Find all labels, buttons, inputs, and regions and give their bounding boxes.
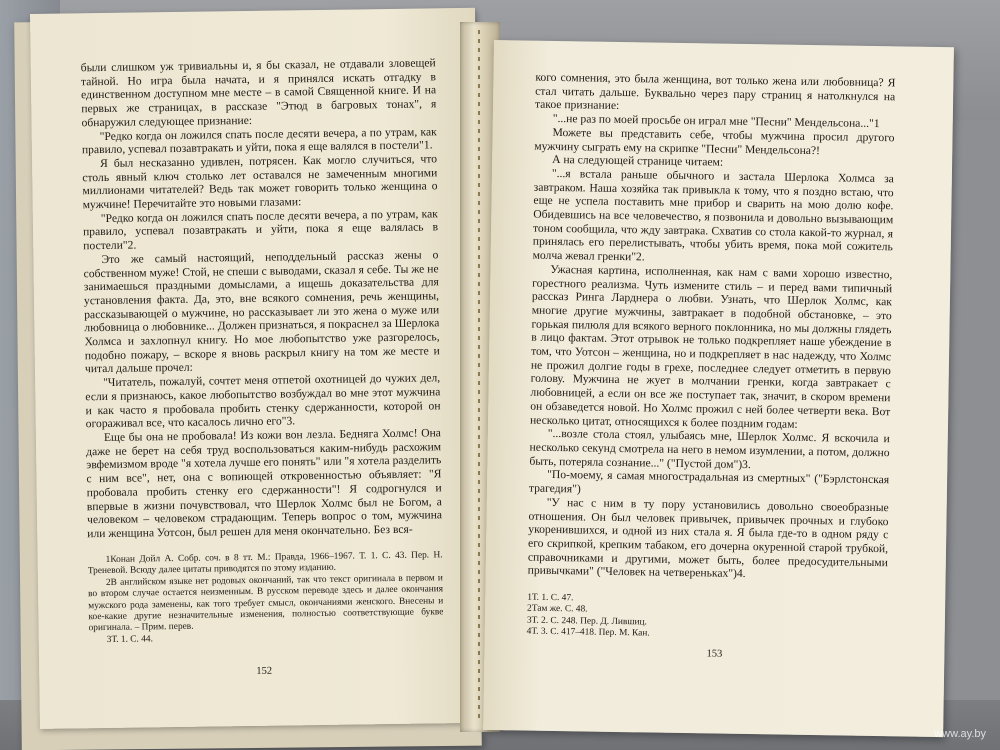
left-page [30,8,485,729]
footnote: 2Там же. С. 48. [526,603,588,615]
page-number-left: 152 [256,665,273,677]
paragraph: Ужасная картина, исполненная, как нам с вами хорошо известно, горестного реализма. Чуть измените стиль – и перед вами типичный рассказ Ринга Ларднера о любви. Узнать, что Шерлок Холмс, как многие другие мужчины, завтракает в подобной обстановке, – это горькая пилюля для всякого верного поклонника, но мы должны глядеть в лицо фактам. Этот отрывок не только подкрепляет наше убеждение в том, что Уотсон – женщина, но и подкрепляет в нас надежду, что Холмс не прожил долгие годы в грехе, последнее следует отметить в первую голову. Мужчина не жует в молчании гренки, когда завтракает с любовницей, а если он все же поступает так, значит, в скором времени он обзаведется новой. Но Холмс прожил с ней более четверти века. Вот несколько цитат, относящихся к более поздним годам: [529,262,893,431]
footnote: 1Т. 1. С. 47. [527,592,574,604]
quote-paragraph: "По-моему, я самая многострадальная из смертных" ("Бэрлстонская трагедия") [528,468,890,496]
footnote: 3Т. 2. С. 248. Пер. Д. Лившиц. [526,615,647,628]
left-page-body [81,56,443,541]
right-page-body [528,71,896,584]
quote-paragraph: "...не раз по моей просьбе он играл мне "Песни" Мендельсона..."1 [552,112,880,131]
paragraph: кого сомнения, это была женщина, вот только жена или любовница? Я стал читать дальше. Буквально через пару страниц я натолкнулся на такое признание: [534,70,896,113]
left-footnotes [88,550,444,646]
paragraph: Я был несказанно удивлен, потрясен. Как могло случиться, что столь явный ключ столько лет оставался не замеченным многими миллионами читателей? Ведь так может говорить только женщина о мужчине! Перечитайте это новыми глазами: [82,152,438,212]
right-page [483,40,954,737]
paragraph: Еще бы она не пробовала! Из кожи вон лезла. Бедняга Холмс! Она даже не берет на себя труд воспользоваться каким-нибудь расхожим эвфемизмом вроде "я хотела лучше его понять" или "я хотела разделить с ним все", нет, она с вопиющей откровенностью объявляет: "Я пробовала пробить стенку его сдержанности"! Я содрогнулся и впервые в жизни почувствовал, что Шерлок Холмс был не Богом, а человеком – человеком страдающим. Теперь вопрос о том, мужчина или женщина Уотсон, был решен для меня окончательно. Без вся- [86,426,443,541]
quote-paragraph: "...я встала раньше обычного и застала Шерлока Холмса за завтраком. Наша хозяйка так привыкла к тому, что я поздно встаю, что еще не успела поставить мне прибор и сварить на мою долю кофе. Обидевшись на все человечество, я позвонила и довольно вызывающим тоном сообщила, что жду завтрака. Схватив со стола какой-то журнал, я принялась его перелистывать, чтобы убить время, пока мой сожитель молча жевал гренки"2. [532,166,894,264]
footnote: 4Т. 3. С. 417–418. Пер. М. Кан. [526,626,650,639]
paragraph: Это же самый настоящий, неподдельный рассказ жены о собственном муже! Стой, не спеши с выводами, сказал я себе. Ты же не занимаешься праздными домыслами, а ищешь доказательства для установления факта. Да, это, вне всякого сомнения, речь женщины, рассказывающей о мужчине, но рассказывает ли это жена о муже или любовница о любовнике... Должен признаться, я покраснел за Шерлока Холмса и захлопнул книгу. Но мое любопытство уже разгорелось, подобно пожару, – вскоре я вновь раскрыл книгу на том же месте и читал дальше прочел: [83,248,440,376]
watermark-text: www.ay.by [934,728,986,740]
paragraph: были слишком уж тривиальны и, я бы сказал, не отдавали зловещей тайной. Но игра была начата, и я принялся искать отгадку в единственном доступном мне месте – в самой Священной книге. И на первых же страницах, в рассказе "Этюд в багровых тонах", я обнаружил следующее признание: [80,56,437,130]
paragraph: Можете вы представить себе, чтобы мужчина просил другого мужчину сыграть ему на скрипке "Песни" Мендельсона?! [534,125,895,157]
quote-paragraph: "У нас с ним в ту пору установились довольно своеобразные отношения. Он был человек привычек, привычек прочных и глубоко укоренившихся, и одной из них стала я. Я была где-то в одном ряду с его скрипкой, крепким табаком, его дочерна окуренной старой трубкой, справочниками и другими, может быть, более предосудительными привычками" ("Человек на четвереньках")4. [527,495,889,581]
quote-paragraph: "...возле стола стоял, улыбаясь мне, Шерлок Холмс. Я вскочила и несколько секунд смотрела на него в немом изумлении, а потом, должно быть, потеряла сознание..." ("Пустой дом")3. [529,427,890,471]
paragraph: А на следующей странице читаем: [552,153,724,169]
right-footnotes [527,593,888,644]
quote-paragraph: "Редко когда он ложился спать после десяти вечера, а по утрам, как правило, успевал позавтракать и уйти, пока я еще валялся в постели"1. [81,124,437,157]
footnote: 2В английском языке нет родовых окончаний, так что текст оригинала в первом и во втором случае остается неизменным. В русском переводе здесь и далее окончания мужского рода заменены, как того требует смысл, окончаниями женского. Внесены и кое-какие другие незначительные изменения, полностью соответствующие букве оригинала. – Прим. перев. [88,573,444,634]
quote-paragraph: "Редко когда он ложился спать после десяти вечера, а по утрам, как правило, успевал позавтракать и уйти, пока я еще валялась в постели"2. [82,207,439,253]
footnote: 1Конан Дойл А. Собр. соч. в 8 тт. М.: Правда, 1966–1967. Т. 1. С. 43. Пер. Н. Треневой. Всюду далее цитаты приводятся по этому изданию. [87,550,443,577]
page-number-right: 153 [706,648,723,660]
quote-paragraph: "Читатель, пожалуй, сочтет меня отпетой охотницей до чужих дел, если я признаюсь, какое любопытство возбуждал во мне этот мужчина и как часто я пробовала пробить стенку сдержанности, которой он огораживал все, что касалось лично его"3. [85,371,441,431]
footnote: 3Т. 1. С. 44. [106,634,154,645]
binding-stitches [478,30,480,720]
